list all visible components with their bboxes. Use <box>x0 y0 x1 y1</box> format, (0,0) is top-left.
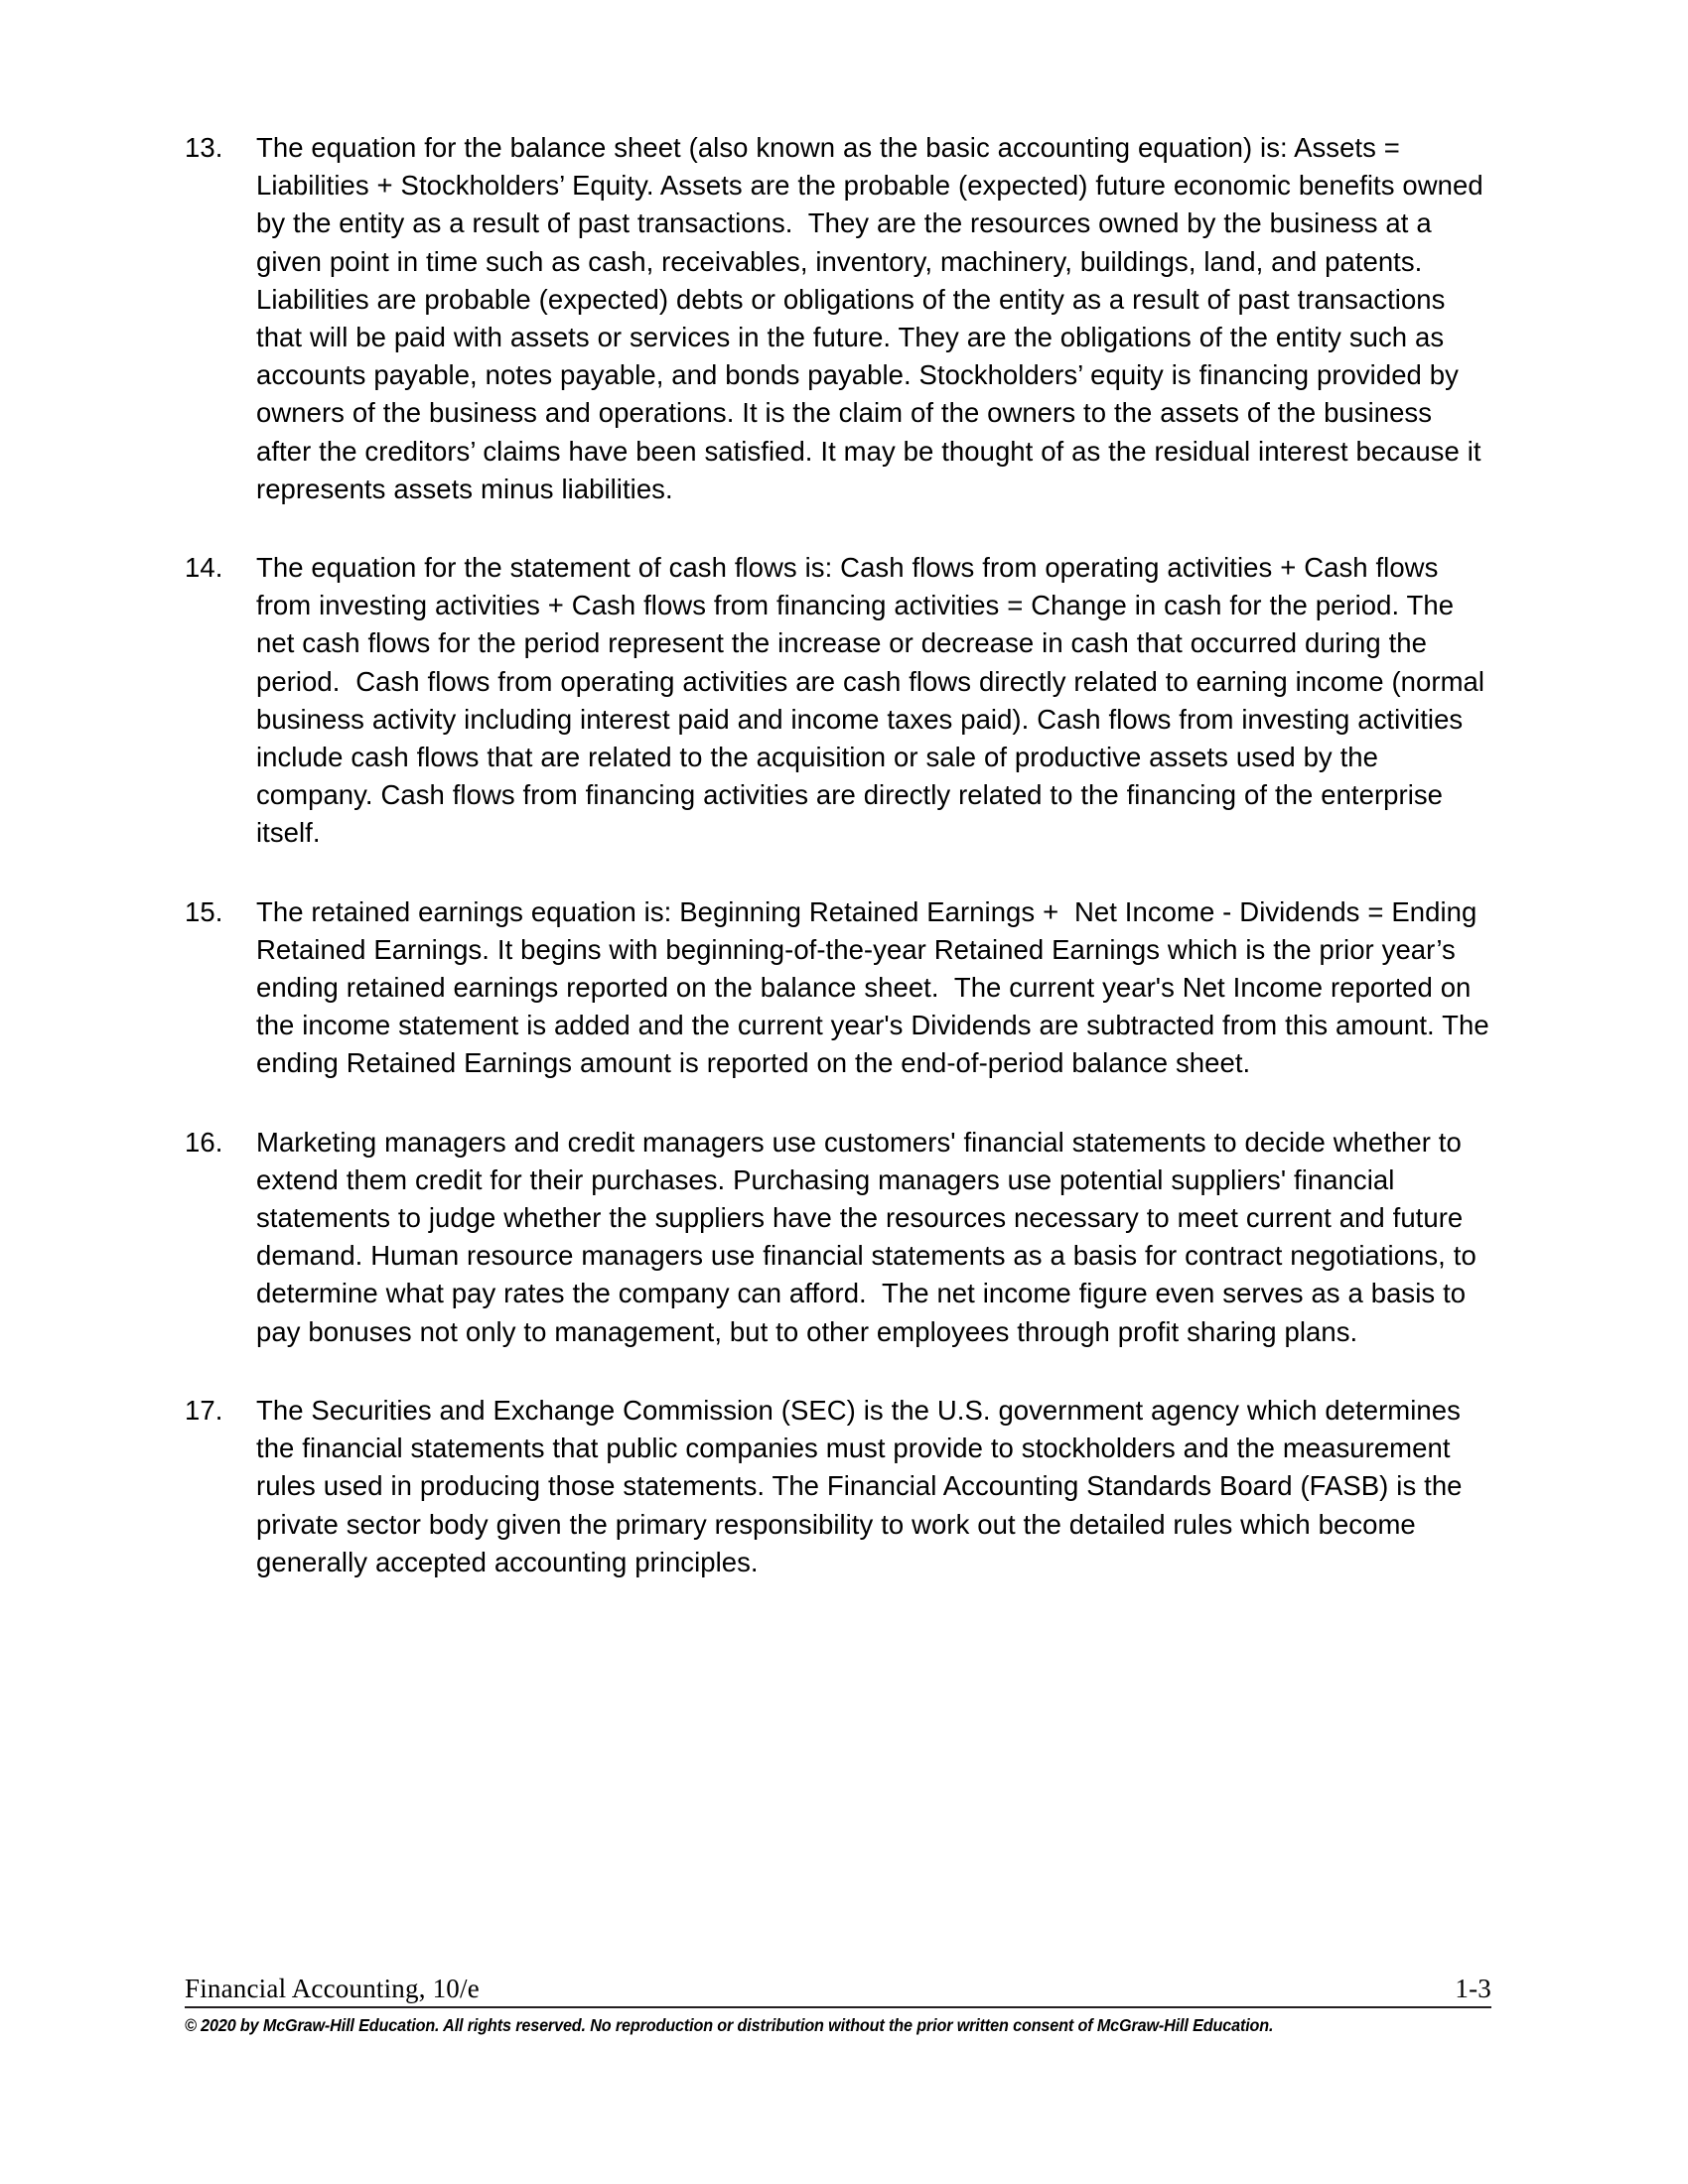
item-text: The retained earnings equation is: Beginning Retained Earnings + Net Income - Dividends = Ending Retained Earnings. It begins with beginning-of-the-year Retained Earnings which is the prior year’s ending retained earnings reported on the balance sheet. The current year's Net Income reported on the income statement is added and the current year's Dividends are subtracted from this amount. The ending Retained Earnings amount is reported on the end-of-period balance sheet. <box>256 895 1497 1079</box>
item-text: The equation for the statement of cash flows is: Cash flows from operating activities + Cash flows from investing activities + Cash flows from financing activities = Change in cash for the period. The net cash flows for the period represent the increase or decrease in cash that occurred during the period. Cash flows from operating activities are cash flows directly related to earning income (normal business activity including interest paid and income taxes paid). Cash flows from investing activities include cash flows that are related to the acquisition or sale of productive assets used by the company. Cash flows from financing activities are directly related to the financing of the enterprise itself. <box>256 552 1492 849</box>
item-text: The equation for the balance sheet (also known as the basic accounting equation) is: Assets = Liabilities + Stockholders’ Equity. Assets are the probable (expected) future economic benefits owned by the entity as a result of past transactions. They are the resources owned by the business at a given point in time such as cash, receivables, inventory, machinery, buildings, land, and patents. Liabilities are probable (expected) debts or obligations of the entity as a result of past transactions that will be paid with assets or services in the future. They are the obligations of the entity such as accounts payable, notes payable, and bonds payable. Stockholders’ equity is financing provided by owners of the business and operations. It is the claim of the owners to the assets of the business after the creditors’ claims have been satisfied. It may be thought of as the residual interest because it represents assets minus liabilities. <box>256 132 1491 504</box>
item-number: 13. <box>185 132 223 163</box>
footer-rule-row <box>185 1974 1491 2008</box>
item-number: 14. <box>185 552 223 584</box>
list-item <box>185 1124 1490 1351</box>
list-item <box>185 549 1490 853</box>
item-number: 15. <box>185 895 223 927</box>
list-item <box>185 1392 1490 1581</box>
footer-book-title: Financial Accounting, 10/e <box>185 1974 480 2003</box>
list-item <box>185 129 1490 508</box>
item-number: 17. <box>185 1394 223 1426</box>
page-content <box>185 129 1497 1581</box>
numbered-answer-list <box>185 129 1497 1581</box>
item-number: 16. <box>185 1126 223 1158</box>
list-item <box>185 893 1497 1083</box>
page-footer <box>185 1974 1491 2036</box>
footer-copyright: © 2020 by McGraw-Hill Education. All rights reserved. No reproduction or distribution without the prior written consent of McGraw-Hill Education. <box>185 2015 1274 2035</box>
item-text: The Securities and Exchange Commission (SEC) is the U.S. government agency which determines the financial statements that public companies must provide to stockholders and the measurement rules used in producing those statements. The Financial Accounting Standards Board (FASB) is the private sector body given the primary responsibility to work out the detailed rules which become generally accepted accounting principles. <box>256 1394 1471 1577</box>
footer-page-number: 1-3 <box>1455 1974 1491 2003</box>
item-text: Marketing managers and credit managers use customers' financial statements to decide whether to extend them credit for their purchases. Purchasing managers use potential suppliers' financial statements to judge whether the suppliers have the resources necessary to meet current and future demand. Human resource managers use financial statements as a basis for contract negotiations, to determine what pay rates the company can afford. The net income figure even serves as a basis to pay bonuses not only to management, but to other employees through profit sharing plans. <box>256 1126 1484 1347</box>
